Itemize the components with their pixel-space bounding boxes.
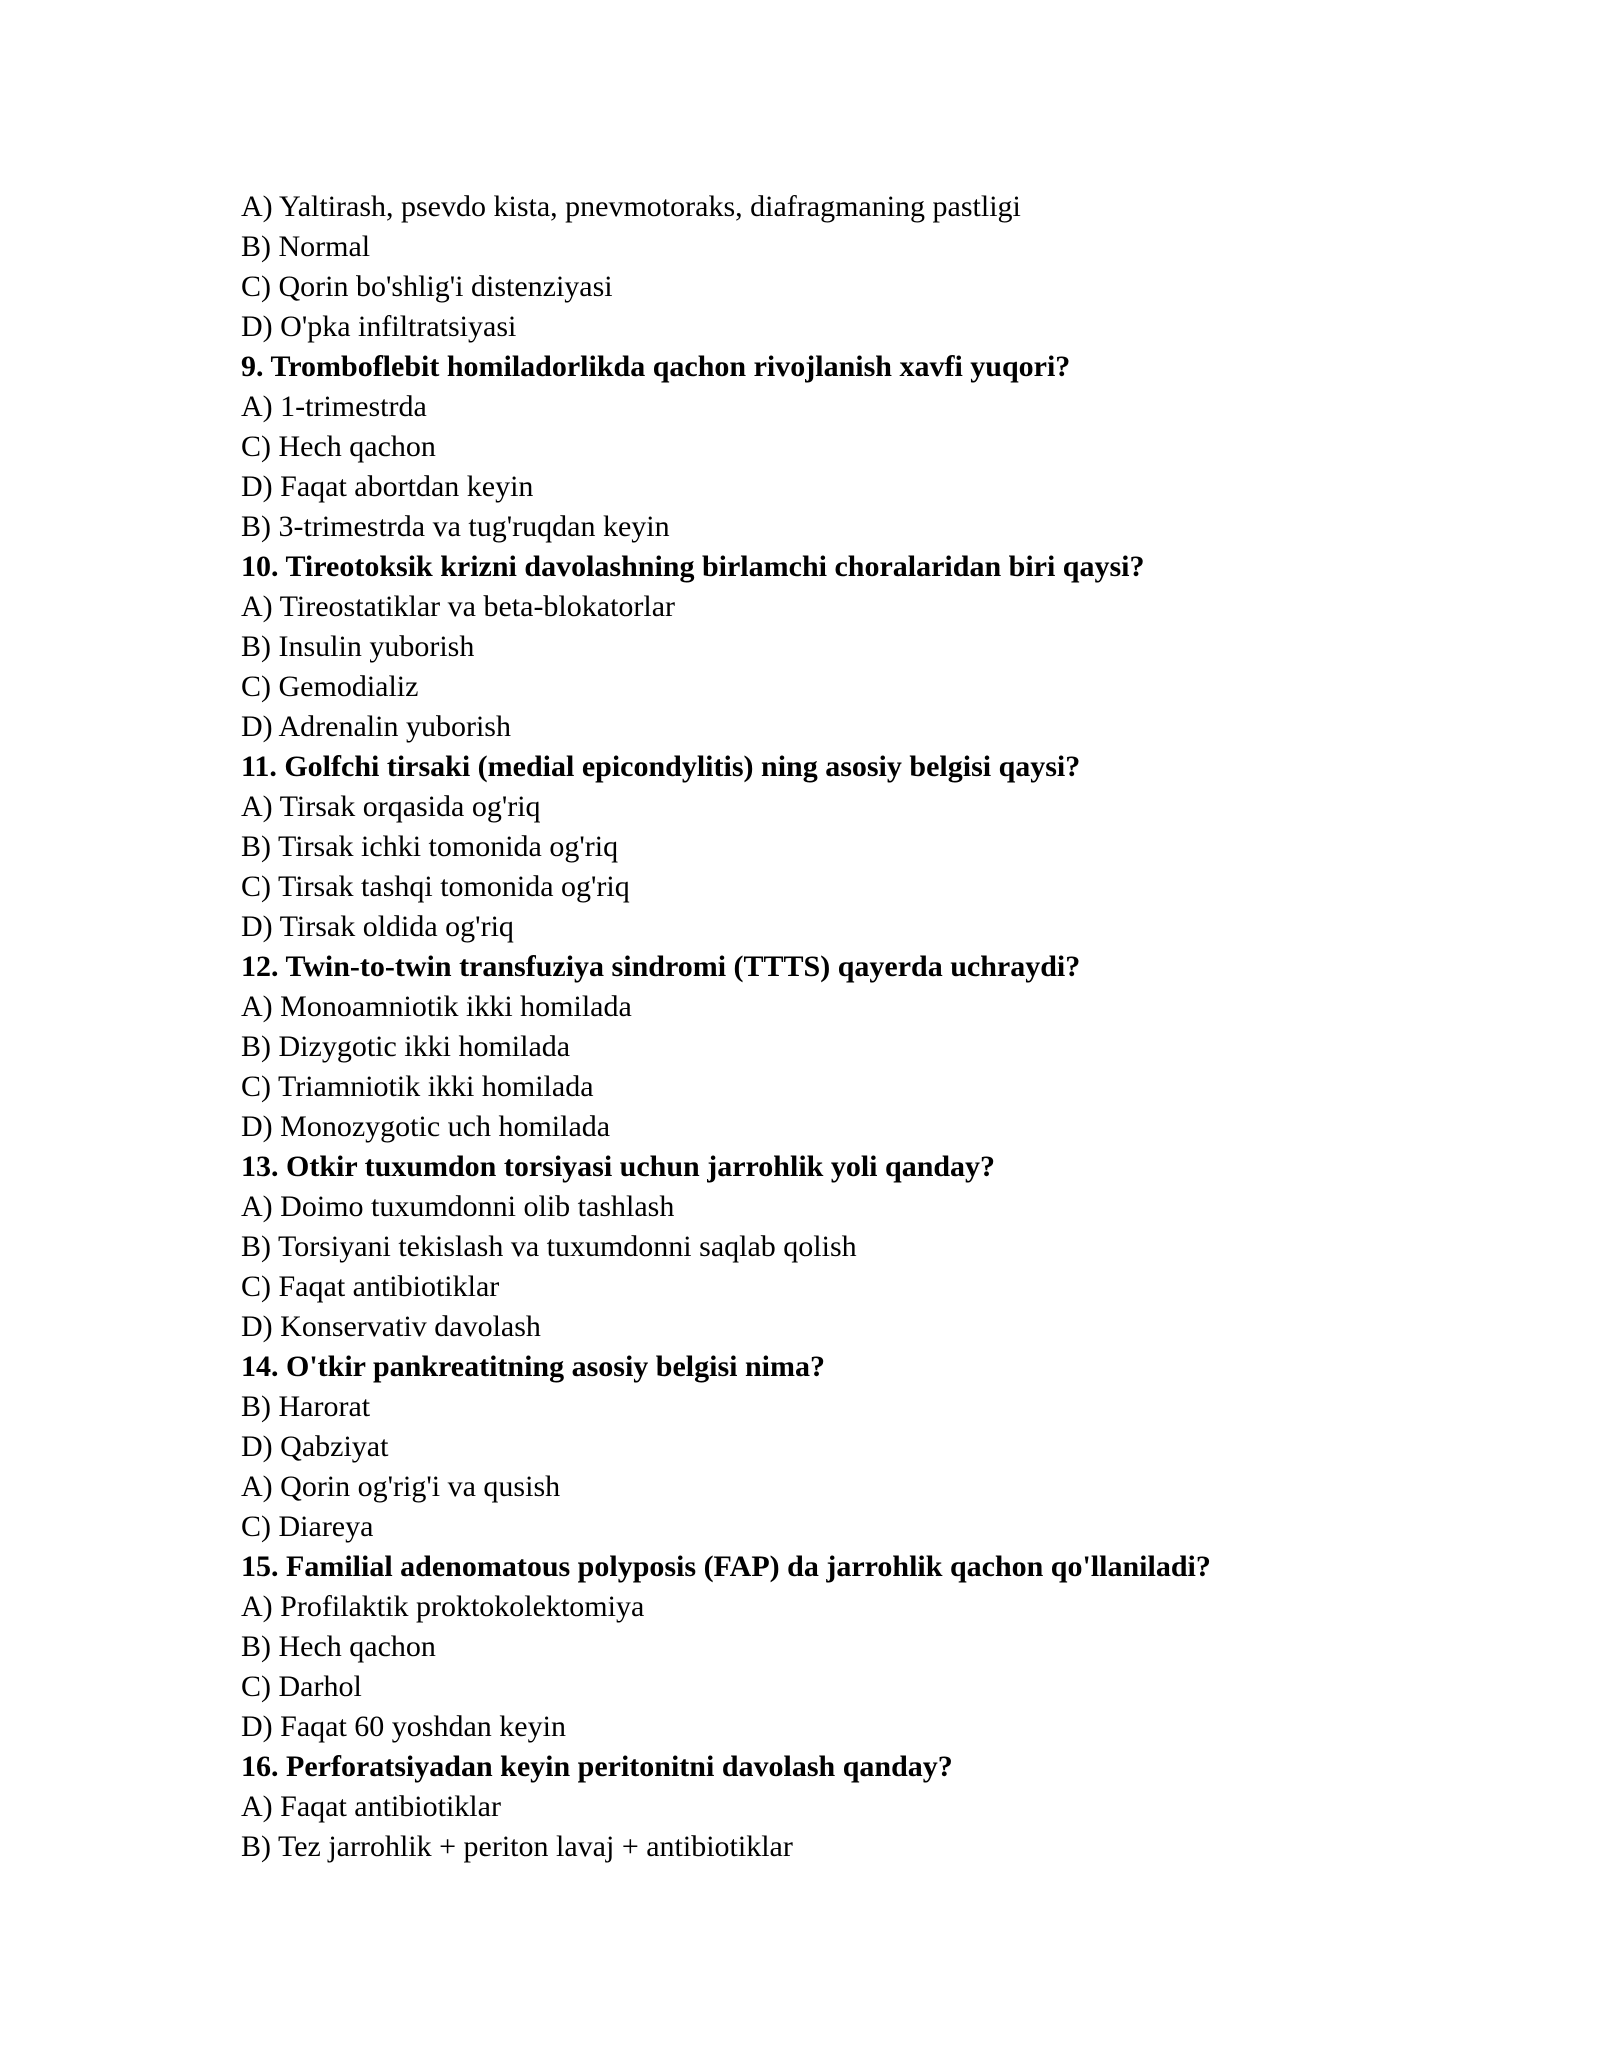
option-line: A) Yaltirash, psevdo kista, pnevmotoraks, diafragmaning pastligi	[241, 190, 1021, 223]
option-line: C) Faqat antibiotiklar	[241, 1270, 500, 1303]
option-line: D) Faqat 60 yoshdan keyin	[241, 1710, 566, 1743]
option-line: C) Darhol	[241, 1670, 362, 1703]
option-line: A) Doimo tuxumdonni olib tashlash	[241, 1190, 675, 1223]
option-line: D) Adrenalin yuborish	[241, 710, 511, 743]
option-line: C) Gemodializ	[241, 670, 419, 703]
option-line: B) Normal	[241, 230, 371, 263]
option-line: A) Qorin og'rig'i va qusish	[241, 1470, 561, 1503]
option-line: C) Tirsak tashqi tomonida og'riq	[241, 870, 630, 903]
option-line: C) Hech qachon	[241, 430, 436, 463]
option-line: A) Monoamniotik ikki homilada	[241, 990, 632, 1023]
question-heading: 15. Familial adenomatous polyposis (FAP) da jarrohlik qachon qo'llaniladi?	[241, 1550, 1211, 1583]
option-line: B) Hech qachon	[241, 1630, 436, 1663]
option-line: B) Harorat	[241, 1390, 371, 1423]
question-heading: 13. Otkir tuxumdon torsiyasi uchun jarrohlik yoli qanday?	[241, 1150, 996, 1183]
quiz-content	[241, 187, 1421, 1867]
option-line: D) Faqat abortdan keyin	[241, 470, 534, 503]
option-line: A) 1-trimestrda	[241, 390, 427, 423]
option-line: D) Monozygotic uch homilada	[241, 1110, 611, 1143]
option-line: B) Insulin yuborish	[241, 630, 475, 663]
option-line: B) Tirsak ichki tomonida og'riq	[241, 830, 619, 863]
question-heading: 11. Golfchi tirsaki (medial epicondylitis) ning asosiy belgisi qaysi?	[241, 750, 1081, 783]
option-line: C) Diareya	[241, 1510, 374, 1543]
option-line: B) Tez jarrohlik + periton lavaj + antibiotiklar	[241, 1830, 793, 1863]
option-line: A) Tireostatiklar va beta-blokatorlar	[241, 590, 676, 623]
question-heading: 12. Twin-to-twin transfuziya sindromi (TTTS) qayerda uchraydi?	[241, 950, 1081, 983]
option-line: A) Profilaktik proktokolektomiya	[241, 1590, 645, 1623]
option-line: D) Qabziyat	[241, 1430, 389, 1463]
question-heading: 16. Perforatsiyadan keyin peritonitni davolash qanday?	[241, 1750, 953, 1783]
option-line: B) Torsiyani tekislash va tuxumdonni saqlab qolish	[241, 1230, 857, 1263]
option-line: A) Tirsak orqasida og'riq	[241, 790, 541, 823]
option-line: C) Qorin bo'shlig'i distenziyasi	[241, 270, 613, 303]
question-heading: 10. Tireotoksik krizni davolashning birlamchi choralaridan biri qaysi?	[241, 550, 1145, 583]
option-line: D) Konservativ davolash	[241, 1310, 541, 1343]
option-line: B) Dizygotic ikki homilada	[241, 1030, 571, 1063]
question-heading: 9. Tromboflebit homiladorlikda qachon rivojlanish xavfi yuqori?	[241, 350, 1071, 383]
option-line: C) Triamniotik ikki homilada	[241, 1070, 594, 1103]
option-line: A) Faqat antibiotiklar	[241, 1790, 501, 1823]
question-heading: 14. O'tkir pankreatitning asosiy belgisi nima?	[241, 1350, 825, 1383]
option-line: D) Tirsak oldida og'riq	[241, 910, 514, 943]
option-line: D) O'pka infiltratsiyasi	[241, 310, 517, 343]
option-line: B) 3-trimestrda va tug'ruqdan keyin	[241, 510, 670, 543]
